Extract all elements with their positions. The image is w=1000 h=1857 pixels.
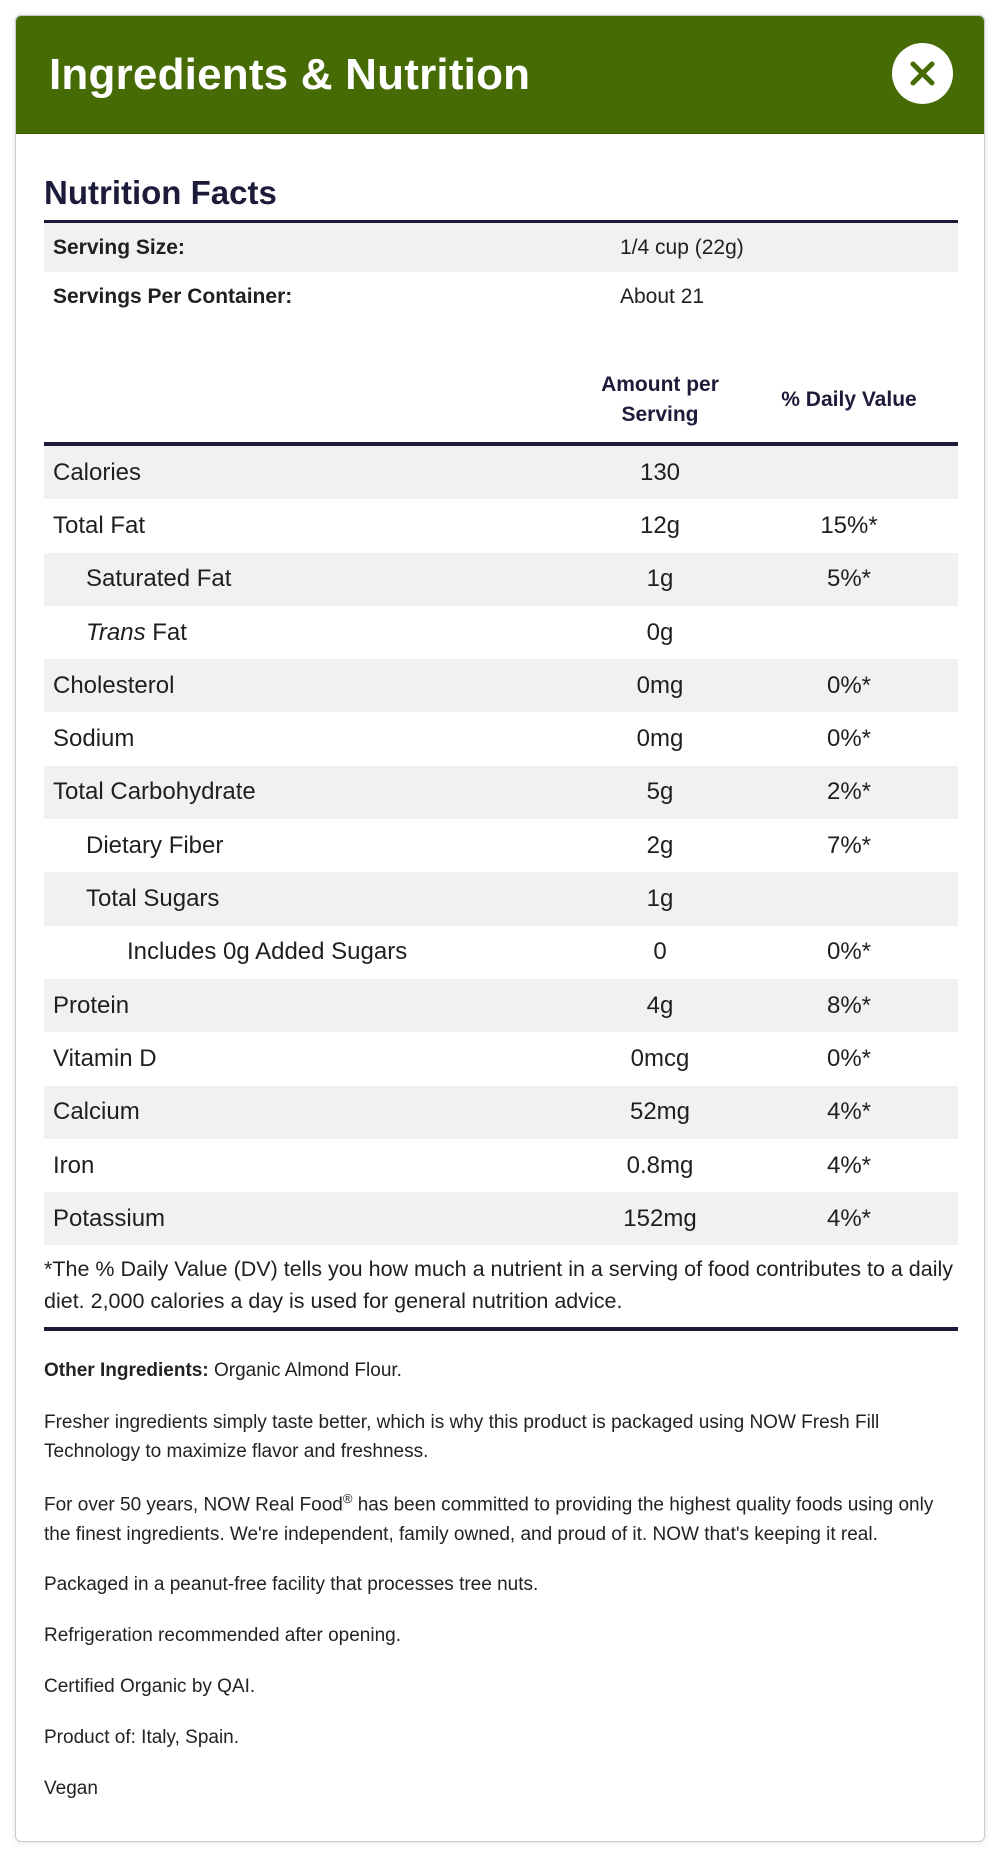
- nutrient-name: Iron: [53, 1151, 95, 1179]
- facility-text: Packaged in a peanut-free facility that processes tree nuts.: [44, 1573, 539, 1595]
- product-of-text: Product of: Italy, Spain.: [44, 1726, 240, 1748]
- nutrition-table-body: [44, 446, 958, 1245]
- registered-mark: ®: [342, 1491, 353, 1507]
- nutrient-daily-value: 0%*: [826, 938, 872, 966]
- certified-text: Certified Organic by QAI.: [44, 1675, 256, 1697]
- table-row: [44, 926, 958, 979]
- nutrient-amount: 0mg: [636, 671, 684, 699]
- modal-content: [44, 133, 958, 1803]
- product-info: [44, 1356, 958, 1802]
- nutrition-facts-title: Nutrition Facts: [44, 174, 277, 211]
- daily-value-footnote: *The % Daily Value (DV) tells you how much a nutrient in a serving of food contributes to a daily diet. 2,000 calories a day is used for general nutrition advice.: [44, 1257, 954, 1314]
- nutrient-daily-value: 8%*: [826, 991, 872, 1019]
- nutrient-name: Protein: [53, 991, 130, 1019]
- other-ingredients-label: Other Ingredients:: [44, 1360, 209, 1382]
- ingredients-nutrition-modal: [15, 15, 985, 1842]
- nutrient-name: Includes 0g Added Sugars: [127, 938, 408, 966]
- nutrient-name: [44, 619, 580, 647]
- nutrient-daily-value: 0%*: [826, 671, 872, 699]
- nutrient-amount: 12g: [639, 511, 681, 539]
- nutrient-name: Saturated Fat: [86, 565, 232, 593]
- heritage-text-start: For over 50 years, NOW Real Food: [44, 1494, 343, 1516]
- table-row: [44, 766, 958, 819]
- heritage-text: [44, 1484, 958, 1548]
- divider: [44, 1327, 958, 1331]
- nutrient-amount: 152mg: [623, 1204, 697, 1232]
- refrigeration-text: Refrigeration recommended after opening.: [44, 1624, 401, 1646]
- serving-size-row: [44, 223, 958, 272]
- nutrient-daily-value: 0%*: [826, 725, 872, 753]
- heritage-text-end: has been committed to providing the highest quality foods using only the finest ingredients. We're independent, family owned, and proud of it. NOW that's keeping it real.: [44, 1494, 934, 1545]
- nutrient-name: Calories: [53, 458, 142, 486]
- close-button[interactable]: [892, 43, 953, 104]
- nutrient-daily-value: 7%*: [826, 831, 872, 859]
- nutrient-daily-value: 4%*: [826, 1151, 872, 1179]
- table-row: [44, 499, 958, 552]
- nutrient-amount: 4g: [646, 991, 674, 1019]
- table-row: [44, 1032, 958, 1085]
- nutrient-name: Total Sugars: [86, 885, 220, 913]
- nutrient-name: Total Carbohydrate: [53, 778, 256, 806]
- amount-per-serving-header: Amount per Serving: [601, 372, 719, 426]
- trans-italic-label: Trans: [86, 618, 146, 646]
- fat-label: Fat: [145, 618, 187, 646]
- nutrient-daily-value: 15%*: [820, 511, 878, 539]
- nutrient-name: Dietary Fiber: [86, 831, 224, 859]
- table-row: [44, 1086, 958, 1139]
- servings-per-container-row: [44, 272, 958, 321]
- other-ingredients: [44, 1356, 958, 1385]
- table-row: [44, 1139, 958, 1192]
- modal-header: [16, 16, 984, 134]
- nutrient-name: Cholesterol: [53, 671, 175, 699]
- table-row: [44, 553, 958, 606]
- nutrient-name: Total Fat: [53, 511, 146, 539]
- nutrient-name: Potassium: [53, 1204, 166, 1232]
- fresh-fill-text: Fresher ingredients simply taste better, which is why this product is packaged using NOW Fresh Fill Technology to maximize flavor and freshness.: [44, 1412, 880, 1463]
- nutrition-table-header: [44, 357, 958, 442]
- table-row: [44, 872, 958, 925]
- other-ingredients-value: Organic Almond Flour.: [208, 1360, 402, 1382]
- nutrient-amount: 1g: [646, 885, 674, 913]
- table-row: [44, 1192, 958, 1245]
- servings-per-container-label: Servings Per Container:: [53, 285, 293, 308]
- table-row: [44, 979, 958, 1032]
- table-row: [44, 712, 958, 765]
- table-row: [44, 606, 958, 659]
- vegan-text: Vegan: [44, 1777, 98, 1799]
- serving-size-value: 1/4 cup (22g): [620, 236, 744, 259]
- nutrient-amount: 0g: [646, 618, 674, 646]
- table-row: [44, 659, 958, 712]
- nutrient-name: Vitamin D: [53, 1044, 157, 1072]
- nutrient-daily-value: 5%*: [826, 565, 872, 593]
- table-row: [44, 446, 958, 499]
- nutrient-amount: 5g: [646, 778, 674, 806]
- close-icon: [908, 59, 937, 88]
- nutrient-amount: 2g: [646, 831, 674, 859]
- servings-per-container-value: About 21: [620, 285, 705, 308]
- nutrient-name: Calcium: [53, 1098, 140, 1126]
- table-row: [44, 819, 958, 872]
- nutrient-daily-value: 4%*: [826, 1204, 872, 1232]
- nutrient-amount: 1g: [646, 565, 674, 593]
- nutrient-amount: 52mg: [629, 1098, 691, 1126]
- nutrient-name: Sodium: [53, 725, 135, 753]
- nutrient-amount: 130: [639, 458, 681, 486]
- nutrient-amount: 0mg: [636, 725, 684, 753]
- nutrient-daily-value: 0%*: [826, 1044, 872, 1072]
- modal-title: Ingredients & Nutrition: [49, 50, 531, 99]
- nutrient-amount: 0.8mg: [626, 1151, 694, 1179]
- nutrient-amount: 0mcg: [630, 1044, 690, 1072]
- nutrient-amount: 0: [653, 938, 667, 966]
- serving-size-label: Serving Size:: [53, 236, 185, 259]
- nutrient-daily-value: 2%*: [826, 778, 872, 806]
- nutrient-daily-value: 4%*: [826, 1098, 872, 1126]
- daily-value-header: % Daily Value: [781, 387, 917, 411]
